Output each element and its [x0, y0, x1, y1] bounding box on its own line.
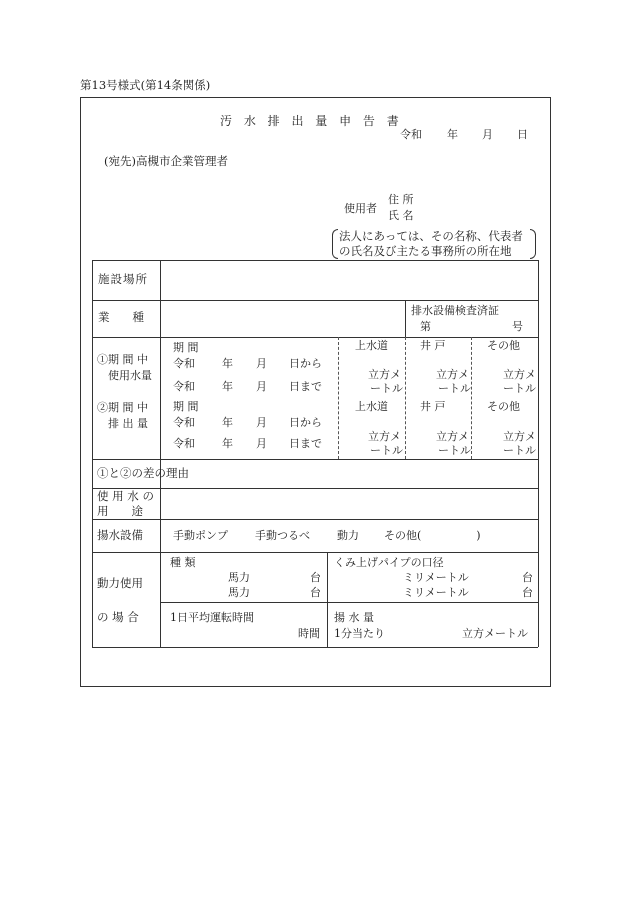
millimeter-unit: ミリメートル	[403, 571, 469, 584]
source-header-other: その他	[487, 400, 520, 413]
hours-unit: 時間	[298, 627, 320, 640]
applicant-address-label: 住 所	[388, 193, 414, 206]
form-title: 汚 水 排 出 量 申 告 書	[220, 114, 403, 128]
period-year: 年	[222, 437, 233, 450]
diff-reason-label: ①と②の差の理由	[97, 466, 189, 480]
industry-field[interactable]	[162, 302, 403, 335]
addressee: (宛先)高槻市企業管理者	[104, 154, 228, 168]
form-number: 第13号様式(第14条関係)	[80, 78, 211, 92]
inspection-cert-no-prefix: 第	[420, 320, 431, 333]
pump-volume-label: 揚 水 量	[334, 611, 374, 624]
applicant-name-label: 氏 名	[388, 209, 414, 222]
discharge-label-2: 排 出 量	[108, 417, 148, 430]
count-unit: 台	[310, 571, 321, 584]
date-year: 年	[447, 128, 458, 141]
period-month: 月	[256, 357, 267, 370]
pump-option-other[interactable]: その他( )	[384, 529, 481, 542]
facility-location-field[interactable]	[162, 262, 536, 298]
source-header-tap: 上水道	[355, 400, 388, 413]
period-reiwa: 令和	[173, 437, 195, 450]
period-year: 年	[222, 416, 233, 429]
date-era: 令和	[400, 128, 422, 141]
period-month: 月	[256, 416, 267, 429]
millimeter-unit: ミリメートル	[403, 586, 469, 599]
unit-text: ートル	[438, 444, 471, 457]
source-header-tap: 上水道	[355, 339, 388, 352]
corp-note-left-bracket	[332, 229, 338, 259]
period-until: 日まで	[289, 380, 322, 393]
powered-use-label-1: 動力使用	[97, 576, 143, 590]
discharge-label-1: ②期 間 中	[97, 401, 148, 414]
period-year: 年	[222, 357, 233, 370]
facility-location-label: 施設場所	[98, 272, 148, 286]
source-header-well: 井 戸	[420, 339, 446, 352]
inspection-cert-no-suffix: 号	[512, 320, 523, 333]
date-day: 日	[517, 128, 528, 141]
water-purpose-field[interactable]	[162, 490, 536, 518]
unit-text: ートル	[438, 382, 471, 395]
source-header-other: その他	[487, 339, 520, 352]
period-reiwa: 令和	[173, 380, 195, 393]
period-until: 日まで	[289, 437, 322, 450]
unit-text: 立方メ	[503, 368, 536, 381]
inspection-cert-number-field[interactable]	[434, 318, 508, 334]
period-reiwa: 令和	[173, 416, 195, 429]
unit-text: 立方メ	[368, 430, 401, 443]
count-unit: 台	[522, 571, 533, 584]
unit-text: 立方メ	[368, 368, 401, 381]
period-label: 期 間	[173, 341, 199, 354]
unit-text: ートル	[503, 382, 536, 395]
diff-reason-field[interactable]	[230, 461, 536, 487]
usage-label-2: 使用水量	[108, 369, 152, 382]
pump-kind-label: 種 類	[170, 556, 196, 569]
unit-text: 立方メ	[503, 430, 536, 443]
period-from: 日から	[289, 357, 322, 370]
period-from: 日から	[289, 416, 322, 429]
usage-label-1: ①期 間 中	[97, 353, 148, 366]
corp-note-line-1: 法人にあっては、その名称、代表者	[339, 229, 523, 243]
period-month: 月	[256, 380, 267, 393]
inspection-cert-title: 排水設備検査済証	[411, 304, 499, 317]
count-unit: 台	[310, 586, 321, 599]
pump-option-manual-pump[interactable]: 手動ポンプ	[173, 529, 228, 542]
applicant-label: 使用者	[344, 202, 377, 215]
source-header-well: 井 戸	[420, 400, 446, 413]
pump-option-manual-bucket[interactable]: 手動つるべ	[255, 529, 310, 542]
pump-option-powered[interactable]: 動力	[337, 529, 359, 542]
period-reiwa: 令和	[173, 357, 195, 370]
unit-text: 立方メ	[436, 430, 469, 443]
water-purpose-label-2: 用 途	[97, 504, 143, 518]
unit-text: ートル	[503, 444, 536, 457]
per-minute-label: 1分当たり	[334, 627, 385, 640]
unit-text: ートル	[370, 444, 403, 457]
corp-note-right-bracket	[530, 229, 536, 259]
pump-equipment-label: 揚水設備	[97, 528, 143, 542]
cubic-meter-unit: 立方メートル	[462, 627, 528, 640]
unit-text: ートル	[370, 382, 403, 395]
pipe-diameter-label: くみ上げパイプの口径	[334, 556, 444, 569]
horsepower-unit: 馬力	[228, 571, 250, 584]
period-month: 月	[256, 437, 267, 450]
industry-label: 業 種	[98, 310, 144, 324]
unit-text: 立方メ	[436, 368, 469, 381]
horsepower-unit: 馬力	[228, 586, 250, 599]
avg-operating-hours-label: 1日平均運転時間	[170, 611, 254, 624]
corp-note-line-2: の氏名及び主たる事務所の所在地	[339, 244, 512, 258]
period-year: 年	[222, 380, 233, 393]
date-month: 月	[482, 128, 493, 141]
water-purpose-label-1: 使 用 水 の	[97, 489, 154, 503]
powered-use-label-2: の 場 合	[97, 610, 139, 624]
period-label: 期 間	[173, 400, 199, 413]
count-unit: 台	[522, 586, 533, 599]
